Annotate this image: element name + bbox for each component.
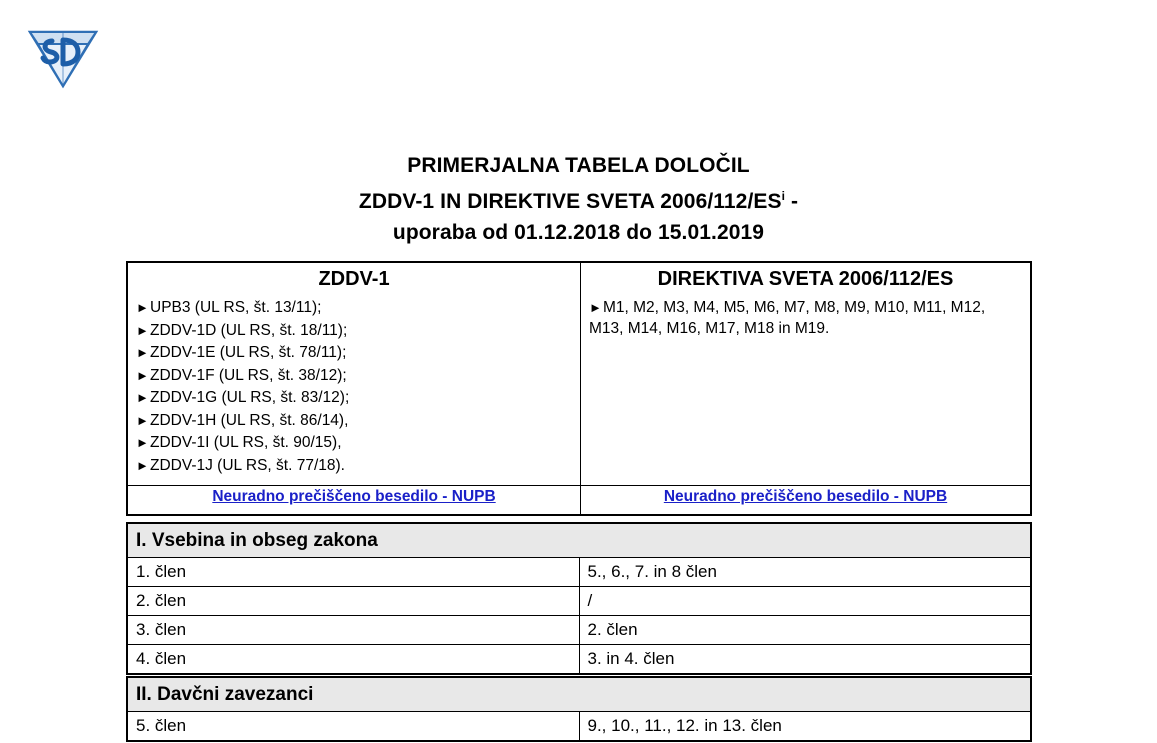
triangle-bullet-icon: ► bbox=[136, 457, 149, 473]
list-item-label: ZDDV-1G (UL RS, št. 83/12); bbox=[150, 389, 350, 406]
list-item-label: ZDDV-1J (UL RS, št. 77/18). bbox=[150, 456, 345, 474]
list-item bbox=[136, 365, 572, 388]
sources-heading-directive: DIREKTIVA SVETA 2006/112/ES bbox=[657, 268, 954, 290]
row-article-directive: 2. člen bbox=[579, 616, 1031, 645]
sources-paragraph-directive bbox=[589, 297, 1022, 339]
sources-header-table bbox=[126, 261, 1032, 516]
triangle-bullet-icon: ► bbox=[589, 300, 602, 315]
list-item bbox=[136, 387, 572, 410]
page-title bbox=[0, 150, 1157, 248]
nupb-link-zddv1[interactable]: Neuradno prečiščeno besedilo - NUPB bbox=[212, 488, 496, 505]
row-article-zddv1: 1. člen bbox=[127, 558, 579, 587]
nupb-link-cell-zddv1[interactable] bbox=[127, 486, 581, 516]
sd-logo bbox=[22, 26, 104, 92]
sources-cell-directive bbox=[581, 262, 1032, 486]
section-heading-1: I. Vsebina in obseg zakona bbox=[127, 523, 1031, 558]
row-article-zddv1: 5. člen bbox=[127, 712, 579, 742]
row-article-zddv1: 3. člen bbox=[127, 616, 579, 645]
row-article-directive: 3. in 4. člen bbox=[579, 645, 1031, 675]
list-item bbox=[136, 320, 572, 343]
page-title-line-1: PRIMERJALNA TABELA DOLOČIL bbox=[407, 154, 750, 177]
triangle-bullet-icon: ► bbox=[136, 367, 149, 383]
comparison-table-section-1 bbox=[126, 522, 1032, 675]
row-article-zddv1: 4. člen bbox=[127, 645, 579, 675]
row-article-directive: 5., 6., 7. in 8 člen bbox=[579, 558, 1031, 587]
list-item-label: UPB3 (UL RS, št. 13/11); bbox=[150, 299, 322, 316]
section-heading-2: II. Davčni zavezanci bbox=[127, 677, 1031, 712]
row-article-directive: 9., 10., 11., 12. in 13. člen bbox=[579, 712, 1031, 742]
sources-list-zddv1 bbox=[136, 297, 572, 477]
triangle-bullet-icon: ► bbox=[136, 322, 149, 338]
table-row bbox=[127, 616, 1031, 645]
row-article-zddv1: 2. člen bbox=[127, 587, 579, 616]
table-row bbox=[127, 712, 1031, 742]
sources-paragraph-directive-text: M1, M2, M3, M4, M5, M6, M7, M8, M9, M10, M11, M12, M13, M14, M16, M17, M18 in M19. bbox=[589, 299, 986, 337]
page-title-line-2 bbox=[0, 181, 1157, 217]
footnote-marker: i bbox=[781, 189, 786, 203]
comparison-table-section-2 bbox=[126, 676, 1032, 742]
section-heading-row bbox=[127, 523, 1031, 558]
triangle-bullet-icon: ► bbox=[136, 345, 149, 360]
nupb-link-cell-directive[interactable] bbox=[581, 486, 1032, 516]
list-item-label: ZDDV-1I (UL RS, št. 90/15), bbox=[150, 434, 342, 451]
table-row bbox=[127, 587, 1031, 616]
list-item bbox=[136, 342, 572, 365]
section-heading-row bbox=[127, 677, 1031, 712]
triangle-bullet-icon: ► bbox=[136, 390, 149, 405]
sources-cell-zddv1 bbox=[127, 262, 581, 486]
triangle-bullet-icon: ► bbox=[136, 412, 149, 428]
list-item bbox=[136, 432, 572, 455]
sources-heading-zddv1: ZDDV-1 bbox=[318, 268, 390, 290]
table-row bbox=[127, 558, 1031, 587]
page-title-line-3: uporaba od 01.12.2018 do 15.01.2019 bbox=[392, 221, 765, 244]
page-title-line-2-text: ZDDV-1 IN DIREKTIVE SVETA 2006/112/ES bbox=[358, 190, 782, 213]
row-article-directive: / bbox=[579, 587, 1031, 616]
page-title-line-2-suffix: - bbox=[785, 190, 799, 213]
list-item bbox=[136, 297, 572, 320]
list-item bbox=[136, 410, 572, 433]
list-item-label: ZDDV-1F (UL RS, št. 38/12); bbox=[150, 366, 347, 384]
triangle-bullet-icon: ► bbox=[136, 435, 149, 450]
list-item-label: ZDDV-1D (UL RS, št. 18/11); bbox=[150, 321, 348, 339]
table-row bbox=[127, 645, 1031, 675]
nupb-link-directive[interactable]: Neuradno prečiščeno besedilo - NUPB bbox=[663, 488, 948, 505]
list-item-label: ZDDV-1E (UL RS, št. 78/11); bbox=[150, 344, 347, 361]
triangle-bullet-icon: ► bbox=[136, 300, 149, 315]
list-item-label: ZDDV-1H (UL RS, št. 86/14), bbox=[150, 411, 349, 429]
list-item bbox=[136, 455, 572, 478]
